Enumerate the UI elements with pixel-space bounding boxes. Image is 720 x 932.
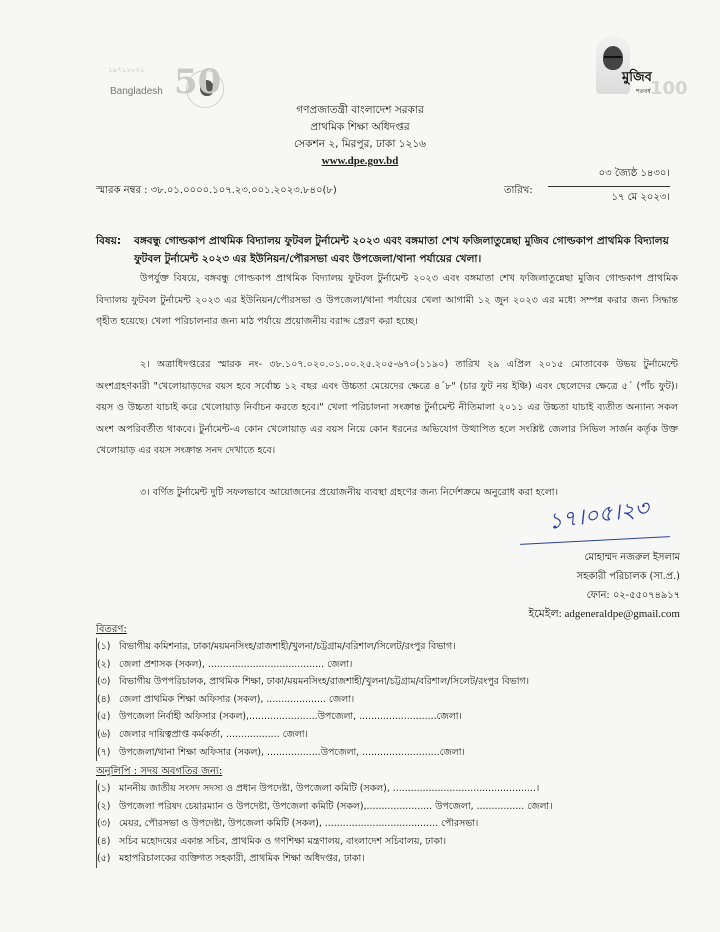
letterhead xyxy=(0,102,720,170)
website-link[interactable]: www.dpe.gov.bd xyxy=(321,155,399,167)
date-label: তারিখ: xyxy=(504,185,533,196)
signatory-name: মোহাম্মদ নজরুল ইসলাম xyxy=(584,552,680,563)
handwritten-signature: ১৭।০৫।২৩ xyxy=(546,496,651,535)
subject-label: বিষয়: xyxy=(96,235,122,247)
list-item: (৭) উপজেলা/থানা শিক্ষা অফিসার (সকল), ..................উপজেলা, ..........................জেলা। xyxy=(97,746,465,758)
logo-sub-text: শতবর্ষ xyxy=(636,88,651,95)
letterhead-line-3: সেকশন ২, মিরপুর, ঢাকা ১২১৬ xyxy=(293,138,427,150)
list-item: (৫) উপজেলা নির্বাহী অফিসার (সকল),.......................উপজেলা, ..........................জেলা। xyxy=(97,711,462,723)
list-item: (২) উপজেলা পরিষদ চেয়ারম্যান ও উপদেষ্টা, উপজেলা কমিটি (সকল),...................... উপজেলা, ................ জেলা। xyxy=(97,800,553,812)
list-item: (৫) মহাপরিচালকের ব্যক্তিগত সহকারী, প্রাথমিক শিক্ষা অধিদপ্তর, ঢাকা। xyxy=(97,853,365,865)
paragraph-1: উপর্যুক্ত বিষয়ে, বঙ্গবন্ধু গোল্ডকাপ প্রাথমিক বিদ্যালয় ফুটবল টুর্নামেন্ট ২০২৩ এবং বঙ্গমাতা শেখ ফজিলাতুন্নেছা মুজিব গোল্ডকাপ প্রাথমিক বিদ্যালয় ফুটবল টুর্নামেন্ট ২০২৩ এর ইউনিয়ন/পৌরসভা ও উপজেলা/থানা পর্যায়ের খেলা আগামী ১২ জুন ২০২৩ এর মধ্যে সম্পন্ন করার জন্য সিদ্ধান্ত গৃহীত হয়েছে। খেলা পরিচালনার জন্য মাঠ পর্যায়ে প্রয়োজনীয় বরাদ্দ প্রেরণ করা হচ্ছে। xyxy=(96,273,678,327)
mujib-100-logo xyxy=(578,34,688,104)
list-item: (২) জেলা প্রশাসক (সকল), ....................................... জেলা। xyxy=(97,658,353,670)
signatory-designation: সহকারী পরিচালক (সা.প্র.) xyxy=(576,571,680,582)
logo-fifty: 50 xyxy=(174,62,222,102)
distribution-title: বিতরণ: xyxy=(96,624,127,635)
logo-hundred: 100 xyxy=(650,78,688,99)
signatory-block xyxy=(490,548,680,624)
list-item: (৪) সচিব মহোদয়ের একান্ত সচিব, প্রাথমিক ও গণশিক্ষা মন্ত্রণালয়, বাংলাদেশ সচিবালয়, ঢাকা। xyxy=(97,835,446,847)
subject-text: বঙ্গবন্ধু গোল্ডকাপ প্রাথমিক বিদ্যালয় ফুটবল টুর্নামেন্ট ২০২৩ এবং বঙ্গমাতা শেখ ফজিলাতুন্নেছা মুজিব গোল্ডকাপ প্রাথমিক বিদ্যালয় ফুটবল টুর্নামেন্ট ২০২৩ এর ইউনিয়ন/পৌরসভা এবং উপজেলা/থানা পর্যায়ের খেলা। xyxy=(134,235,669,265)
memo-number: স্মারক নম্বর : ৩৮.০১.০০০০.১০৭.২৩.০০১.২০২৩.৮৪০(৮) xyxy=(96,185,337,196)
letterhead-line-2: প্রাথমিক শিক্ষা অধিদপ্তর xyxy=(310,121,410,133)
date-block xyxy=(548,166,670,207)
paragraph-2: ২। অত্রাধিদপ্তরের স্মারক নং- ৩৮.১০৭.০২০.০১.০০.২৫.২০৫-৬৭০(১১৯০) তারিখ ২৯ এপ্রিল ২০১৫ মোতাবেক উভয় টুর্নামেন্টে অংশগ্রহণকারী "খেলোয়াড়দের বয়স হবে সর্বোচ্চ ১২ বছর এবং উচ্চতা মেয়েদের ক্ষেত্রে ৪´৮" (চার ফুট নয় ইঞ্চি) এবং ছেলেদের ক্ষেত্রে ৫´ (পাঁচ ফুট)। বয়স ও উচ্চতা যাচাই করে খেলোয়াড় নির্বাচন করতে হবে।" খেলা পরিচালনা সংক্রান্ত টুর্নামেন্ট নীতিমালা ২০১১ এর উচ্চতা যাচাই ব্যতীত অন্যান্য সকল অংশ অপরিবর্তীত থাকবে। টুর্নামেন্ট-এ কোন খেলোয়াড় এর বয়স নিয়ে কোন ধরনের অভিযোগ উত্থাপিত হলে সংশ্লিষ্ট জেলার সিভিল সার্জন কর্তৃক উক্ত খেলোয়াড় এর বয়স সংক্রান্ত সনদ দেখাতে হবে। xyxy=(96,359,678,456)
date-english: ১৭ মে ২০২৩। xyxy=(611,192,670,203)
distribution-list xyxy=(96,638,676,761)
list-item: (৩) বিভাগীয় উপপরিচালক, প্রাথমিক শিক্ষা, ঢাকা/ময়মনসিংহ/রাজশাহী/খুলনা/চট্টগ্রাম/বরিশাল/সিলেট/রংপুর বিভাগ। xyxy=(97,676,529,688)
list-item: (১) বিভাগীয় কমিশনার, ঢাকা/ময়মনসিংহ/রাজশাহী/খুলনা/চট্টগ্রাম/বরিশাল/সিলেট/রংপুর বিভাগ। xyxy=(97,641,456,652)
paragraph-3: ৩। বর্ণিত টুর্নামেন্ট দুটি সফলভাবে আয়োজনের প্রয়োজনীয় ব্যবস্থা গ্রহণের জন্য নির্দেশক্রমে অনুরোধ করা হলো। xyxy=(140,487,559,498)
list-item: (৩) মেয়র, পৌরসভা ও উপদেষ্টা, উপজেলা কমিটি (সকল), ...................................... পৌরসভা। xyxy=(97,818,479,830)
logo-country: Bangladesh xyxy=(110,86,163,97)
copies-list xyxy=(96,780,676,868)
logo-years: ১৯৭১২০২১ xyxy=(108,66,145,74)
signature-stroke xyxy=(520,536,670,545)
date-bangla: ০৩ জ্যৈষ্ঠ ১৪৩০। xyxy=(548,166,670,187)
subject xyxy=(96,232,676,268)
copies-title: অনুলিপি : সদয় অবগতির জন্য: xyxy=(96,766,223,777)
glasses-icon xyxy=(604,56,622,60)
list-item: (৬) জেলার দায়িত্বপ্রাপ্ত কর্মকর্তা, .................. জেলা। xyxy=(97,728,308,740)
logo-mujib-text: মুজিব xyxy=(622,70,652,85)
signatory-email: ইমেইল: adgeneraldpe@gmail.com xyxy=(528,608,680,620)
signatory-phone: ফোন: ০২-৫৫০৭৪৯১৭ xyxy=(586,590,680,601)
list-item: (৪) জেলা প্রাথমিক শিক্ষা অফিসার (সকল), .................... জেলা। xyxy=(97,693,355,705)
letterhead-line-1: গণপ্রজাতন্ত্রী বাংলাদেশ সরকার xyxy=(296,104,424,116)
list-item: (১) মাননীয় জাতীয় সংসদ সদস্য ও প্রধান উপদেষ্টা, উপজেলা কমিটি (সকল), ................................................। xyxy=(97,783,540,794)
